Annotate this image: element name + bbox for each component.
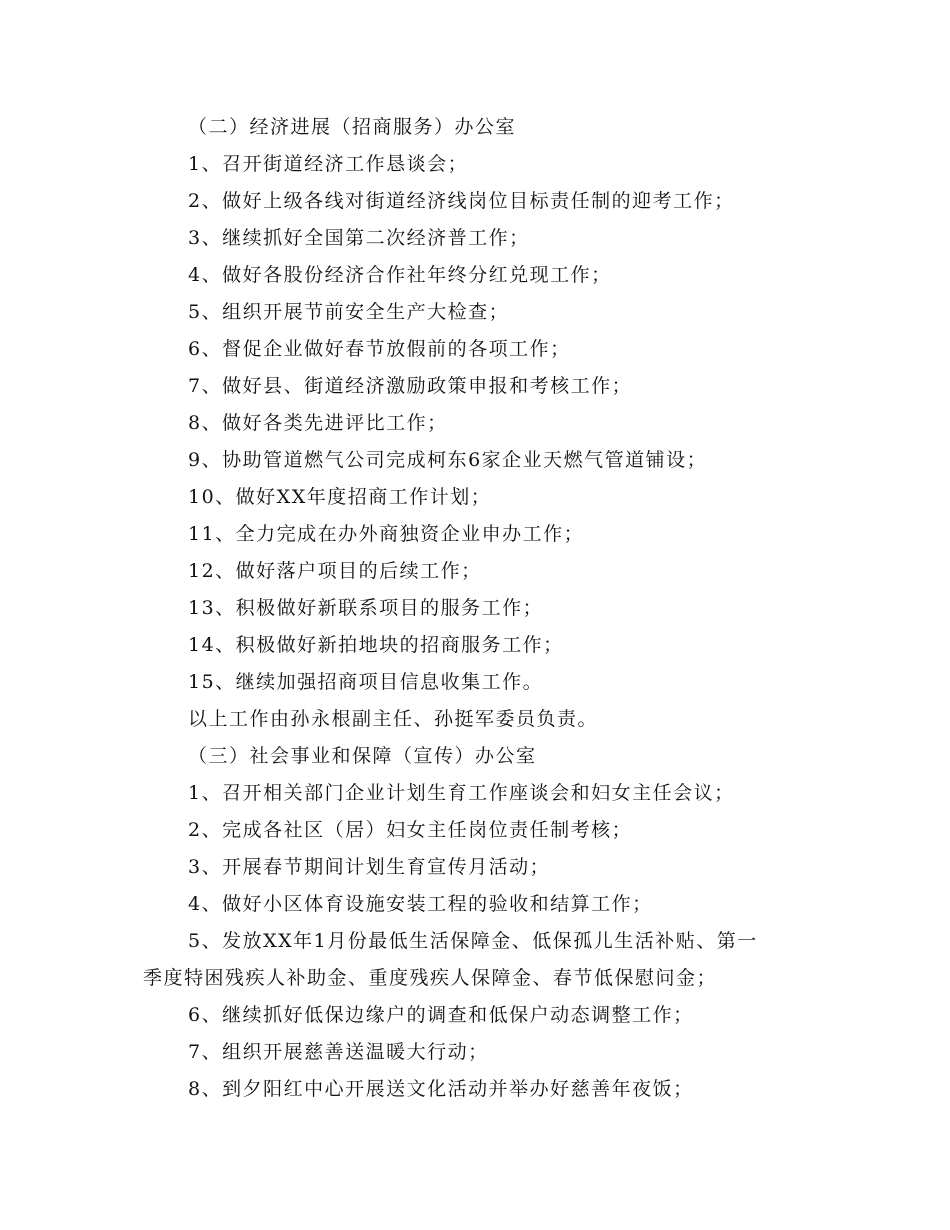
section-2-item-2: 2、做好上级各线对街道经济线岗位目标责任制的迎考工作； (188, 190, 735, 212)
section-2-responsible-note: 以上工作由孙永根副主任、孙挺军委员负责。 (188, 708, 599, 730)
section-3-item-8: 8、到夕阳红中心开展送文化活动并举办好慈善年夜饭； (188, 1078, 694, 1100)
section-2-item-8: 8、做好各类先进评比工作； (188, 412, 448, 434)
section-2-item-1: 1、召开街道经济工作恳谈会； (188, 153, 469, 175)
section-3-item-6: 6、继续抓好低保边缘户的调查和低保户动态调整工作； (188, 1004, 694, 1026)
section-3-item-5-continued: 季度特困残疾人补助金、重度残疾人保障金、春节低保慰问金； (143, 967, 718, 989)
section-2-item-9: 9、协助管道燃气公司完成柯东6家企业天燃气管道铺设； (188, 449, 708, 471)
section-2-item-7: 7、做好县、街道经济激励政策申报和考核工作； (188, 375, 633, 397)
section-2-item-15: 15、继续加强招商项目信息收集工作。 (188, 671, 544, 693)
section-3-item-1: 1、召开相关部门企业计划生育工作座谈会和妇女主任会议； (188, 782, 735, 804)
section-2-item-11: 11、全力完成在办外商独资企业申办工作； (188, 523, 585, 545)
section-2-item-10: 10、做好XX年度招商工作计划； (188, 486, 492, 508)
section-3-item-2: 2、完成各社区（居）妇女主任岗位责任制考核； (188, 819, 633, 841)
section-2-item-4: 4、做好各股份经济合作社年终分红兑现工作； (188, 264, 612, 286)
section-2-item-3: 3、继续抓好全国第二次经济普工作； (188, 227, 530, 249)
section-3-item-4: 4、做好小区体育设施安装工程的验收和结算工作； (188, 893, 653, 915)
section-2-item-14: 14、积极做好新拍地块的招商服务工作； (188, 634, 564, 656)
section-3-item-3: 3、开展春节期间计划生育宣传月活动； (188, 856, 551, 878)
section-3-item-5: 5、发放XX年1月份最低生活保障金、低保孤儿生活补贴、第一 (188, 930, 758, 952)
section-2-item-12: 12、做好落户项目的后续工作； (188, 560, 482, 582)
section-2-heading: （二）经济进展（招商服务）办公室 (188, 116, 517, 138)
section-2-item-6: 6、督促企业做好春节放假前的各项工作； (188, 338, 571, 360)
section-2-item-5: 5、组织开展节前安全生产大检查； (188, 301, 510, 323)
section-3-heading: （三）社会事业和保障（宣传）办公室 (188, 745, 537, 767)
section-2-item-13: 13、积极做好新联系项目的服务工作； (188, 597, 544, 619)
section-3-item-7: 7、组织开展慈善送温暖大行动； (188, 1041, 489, 1063)
